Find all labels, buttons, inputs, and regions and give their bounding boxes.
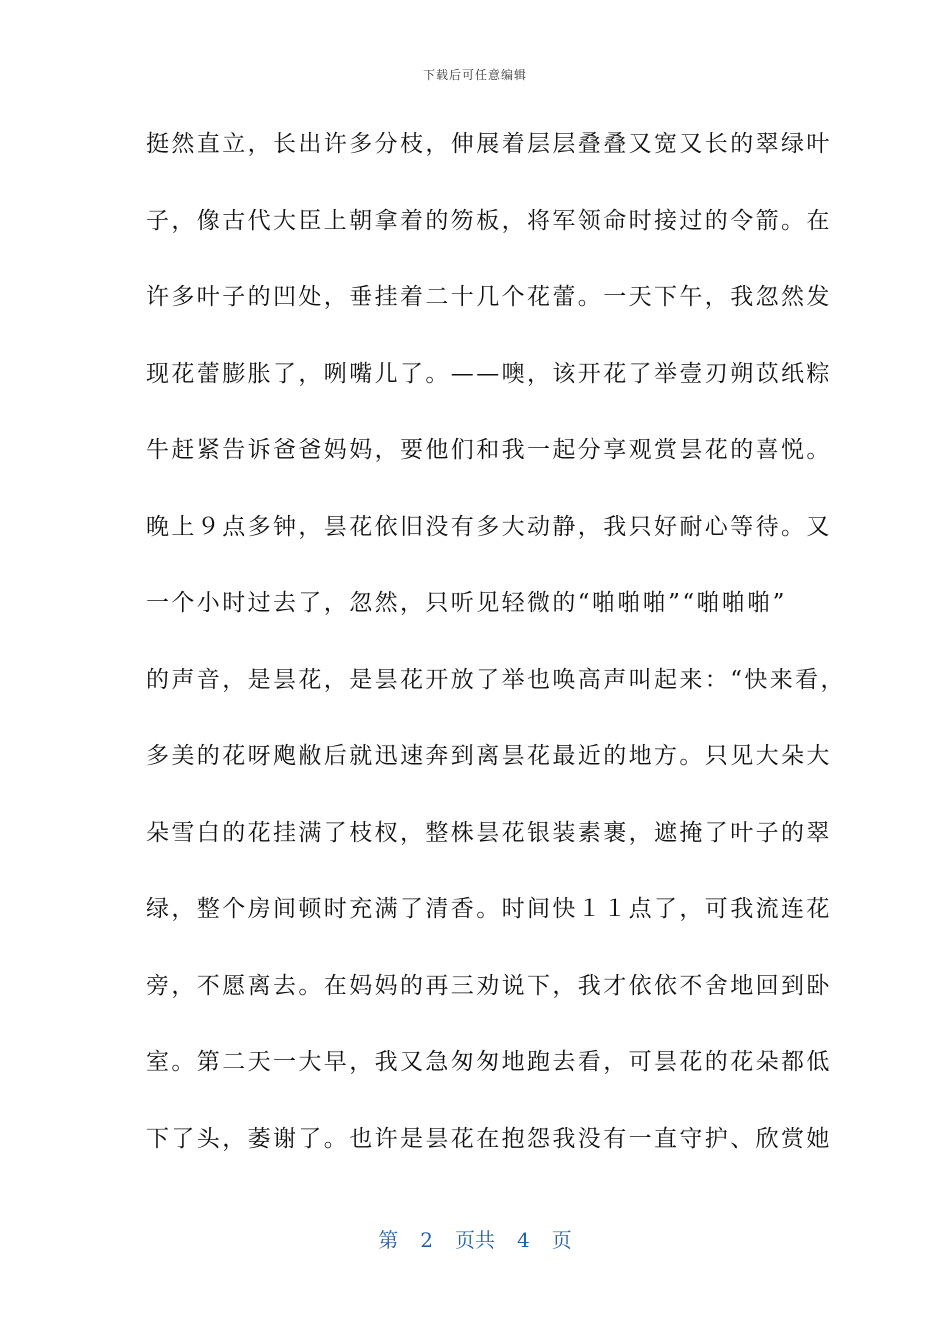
text-line: 子，像古代大臣上朝拿着的笏板，将军领命时接过的令箭。在 — [146, 207, 832, 234]
text-line: 牛赶紧告诉爸爸妈妈，要他们和我一起分享观赏昙花的喜悦。 — [146, 437, 832, 463]
page-number-footer — [0, 1224, 950, 1253]
total-pages-number: 4 — [517, 1228, 530, 1252]
text-line: 晚上９点多钟，昙花依旧没有多大动静，我只好耐心等待。又 — [146, 513, 832, 540]
text-line: 许多叶子的凹处，垂挂着二十几个花蕾。一天下午，我忽然发 — [146, 284, 832, 310]
text-line: 旁，不愿离去。在妈妈的再三劝说下，我才依依不舍地回到卧 — [146, 972, 832, 999]
text-line: 朵雪白的花挂满了枝杈，整株昙花银装素裹，遮掩了叶子的翠 — [146, 819, 832, 846]
text-line: 下了头，萎谢了。也许是昙花在抱怨我没有一直守护、欣赏她 — [146, 1125, 832, 1152]
text-line: 现花蕾膨胀了，咧嘴儿了。——噢，该开花了举壹刃朔苡纸粽 — [146, 360, 832, 387]
page-header: 下载后可任意编辑 — [422, 68, 527, 82]
document-body — [146, 122, 846, 1193]
text-line: 室。第二天一大早，我又急匆匆地跑去看，可昙花的花朵都低 — [146, 1049, 832, 1075]
text-line: 的声音，是昙花，是昙花开放了举也唤高声叫起来：“快来看， — [146, 666, 846, 693]
current-page-number: 2 — [420, 1228, 433, 1252]
text-line: 多美的花呀飑敝后就迅速奔到离昙花最近的地方。只见大朵大 — [146, 743, 832, 769]
page-label-suffix: 页 — [551, 1228, 572, 1252]
text-line: 绿，整个房间顿时充满了清香。时间快１１点了，可我流连花 — [146, 896, 832, 922]
text-line: 一个小时过去了，忽然，只听见轻微的“啪啪啪”“啪啪啪” — [146, 590, 787, 616]
page-label-middle: 页共 — [455, 1228, 495, 1252]
page-label-prefix: 第 — [378, 1228, 399, 1252]
text-line: 挺然直立，长出许多分枝，伸展着层层叠叠又宽又长的翠绿叶 — [146, 131, 832, 157]
